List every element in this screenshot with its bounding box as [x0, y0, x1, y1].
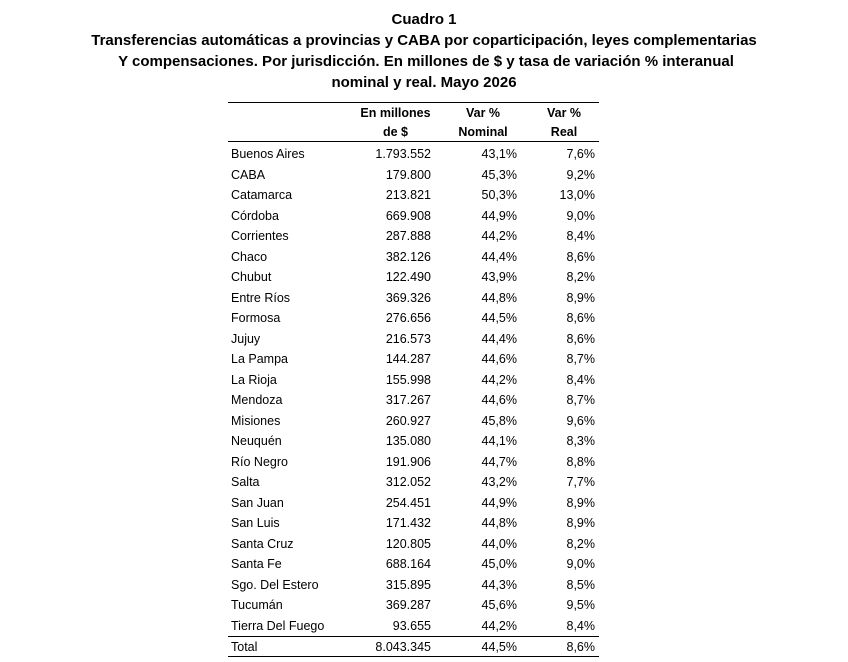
var-nominal: 44,3%	[481, 577, 517, 592]
value-millones: 369.287	[385, 598, 431, 613]
value-millones: 191.906	[385, 454, 431, 469]
header-var-nominal: Var %	[465, 105, 501, 120]
jurisdiction-name: Buenos Aires	[231, 147, 305, 162]
var-real: 8,9%	[566, 495, 595, 510]
value-millones: 171.432	[385, 516, 431, 531]
var-real: 9,5%	[566, 598, 595, 613]
value-millones: 369.326	[385, 290, 431, 305]
var-real: 8,2%	[566, 536, 595, 551]
table-row	[228, 390, 599, 411]
var-real: 9,6%	[566, 413, 595, 428]
table-row	[228, 349, 599, 370]
table-row	[228, 411, 599, 432]
var-real: 8,2%	[566, 270, 595, 285]
table-bottom-rule	[228, 656, 599, 657]
jurisdiction-name: San Luis	[231, 516, 280, 531]
jurisdiction-name: Corrientes	[231, 229, 289, 244]
var-nominal: 45,8%	[481, 413, 517, 428]
jurisdiction-name: Chubut	[231, 270, 272, 285]
value-millones: 120.805	[385, 536, 431, 551]
value-millones: 122.490	[385, 270, 431, 285]
jurisdiction-name: CABA	[231, 167, 266, 182]
var-nominal: 44,5%	[481, 311, 517, 326]
table-row	[228, 595, 599, 616]
jurisdiction-name: Córdoba	[231, 208, 279, 223]
header-nominal-label: Nominal	[458, 124, 508, 139]
jurisdiction-name: Jujuy	[231, 331, 261, 346]
var-real: 8,7%	[566, 393, 595, 408]
var-nominal: 45,3%	[481, 167, 517, 182]
var-real: 8,3%	[566, 434, 595, 449]
table-row	[228, 616, 599, 637]
table-row	[228, 370, 599, 391]
var-real: 7,6%	[566, 147, 595, 162]
table-row	[228, 308, 599, 329]
value-millones: 382.126	[385, 249, 431, 264]
var-real: 9,0%	[566, 557, 595, 572]
table-row	[228, 226, 599, 247]
jurisdiction-name: Tucumán	[231, 598, 283, 613]
table-header-row-1	[228, 103, 599, 122]
var-real: 9,0%	[566, 208, 595, 223]
value-millones: 312.052	[385, 475, 431, 490]
jurisdiction-name: Entre Ríos	[231, 290, 291, 305]
jurisdiction-name: Chaco	[231, 249, 268, 264]
title-description-line-1: Transferencias automáticas a provincias y CABA por coparticipación, leyes complementarias	[91, 32, 757, 49]
table-row	[228, 288, 599, 309]
var-real: 7,7%	[566, 475, 595, 490]
header-real-label: Real	[550, 124, 578, 139]
jurisdiction-name: Santa Cruz	[231, 536, 294, 551]
value-millones: 688.164	[385, 557, 431, 572]
table-row	[228, 329, 599, 350]
table-row	[228, 185, 599, 206]
jurisdiction-name: Misiones	[231, 413, 281, 428]
value-millones: 179.800	[385, 167, 431, 182]
var-nominal: 43,1%	[481, 147, 517, 162]
var-real: 8,6%	[566, 311, 595, 326]
header-millones-unit: de $	[382, 124, 408, 139]
table-row	[228, 431, 599, 452]
var-nominal: 45,6%	[481, 598, 517, 613]
var-nominal: 45,0%	[481, 557, 517, 572]
title-cuadro: Cuadro 1	[391, 11, 457, 28]
table-row	[228, 575, 599, 596]
total-var-real: 8,6%	[566, 639, 595, 654]
var-nominal: 50,3%	[481, 188, 517, 203]
var-nominal: 44,9%	[481, 208, 517, 223]
var-real: 9,2%	[566, 167, 595, 182]
value-millones: 287.888	[385, 229, 431, 244]
jurisdiction-name: Sgo. Del Estero	[231, 577, 319, 592]
var-nominal: 44,2%	[481, 372, 517, 387]
table-row	[228, 513, 599, 534]
value-millones: 155.998	[385, 372, 431, 387]
value-millones: 1.793.552	[375, 147, 431, 162]
var-nominal: 44,8%	[481, 516, 517, 531]
var-nominal: 44,4%	[481, 249, 517, 264]
total-row	[228, 637, 599, 656]
header-millones: En millones	[360, 105, 431, 120]
var-nominal: 44,2%	[481, 229, 517, 244]
var-real: 13,0%	[559, 188, 595, 203]
header-var-real: Var %	[546, 105, 582, 120]
table-row	[228, 144, 599, 165]
jurisdiction-name: Mendoza	[231, 393, 283, 408]
table-row	[228, 247, 599, 268]
var-real: 8,7%	[566, 352, 595, 367]
var-real: 8,5%	[566, 577, 595, 592]
value-millones: 276.656	[385, 311, 431, 326]
total-var-nominal: 44,5%	[481, 639, 517, 654]
var-nominal: 44,4%	[481, 331, 517, 346]
var-real: 8,4%	[566, 372, 595, 387]
table-row	[228, 267, 599, 288]
jurisdiction-name: Salta	[231, 475, 260, 490]
value-millones: 216.573	[385, 331, 431, 346]
value-millones: 254.451	[385, 495, 431, 510]
jurisdiction-name: Catamarca	[231, 188, 293, 203]
value-millones: 135.080	[385, 434, 431, 449]
var-nominal: 44,1%	[481, 434, 517, 449]
jurisdiction-name: Río Negro	[231, 454, 288, 469]
value-millones: 315.895	[385, 577, 431, 592]
value-millones: 260.927	[385, 413, 431, 428]
value-millones: 669.908	[385, 208, 431, 223]
var-real: 8,9%	[566, 516, 595, 531]
var-nominal: 44,6%	[481, 393, 517, 408]
table-row	[228, 472, 599, 493]
var-real: 8,6%	[566, 331, 595, 346]
value-millones: 213.821	[385, 188, 431, 203]
var-nominal: 44,2%	[481, 618, 517, 633]
jurisdiction-name: Santa Fe	[231, 557, 282, 572]
table-title	[0, 9, 848, 93]
table-body	[228, 142, 599, 636]
value-millones: 144.287	[385, 352, 431, 367]
table-row	[228, 165, 599, 186]
var-nominal: 44,0%	[481, 536, 517, 551]
table-row	[228, 554, 599, 575]
total-millones: 8.043.345	[375, 639, 431, 654]
var-nominal: 44,8%	[481, 290, 517, 305]
jurisdiction-name: Formosa	[231, 311, 281, 326]
total-label: Total	[231, 639, 258, 654]
var-nominal: 43,9%	[481, 270, 517, 285]
var-nominal: 44,9%	[481, 495, 517, 510]
jurisdiction-name: La Pampa	[231, 352, 288, 367]
table-row	[228, 493, 599, 514]
var-real: 8,4%	[566, 618, 595, 633]
title-description-line-3: nominal y real. Mayo 2026	[331, 74, 517, 91]
var-real: 8,6%	[566, 249, 595, 264]
table-row	[228, 452, 599, 473]
jurisdiction-name: Neuquén	[231, 434, 282, 449]
var-real: 8,8%	[566, 454, 595, 469]
jurisdiction-name: Tierra Del Fuego	[231, 618, 325, 633]
jurisdiction-name: La Rioja	[231, 372, 277, 387]
jurisdiction-name: San Juan	[231, 495, 284, 510]
var-nominal: 44,7%	[481, 454, 517, 469]
var-real: 8,9%	[566, 290, 595, 305]
title-description-line-2: Y compensaciones. Por jurisdicción. En millones de $ y tasa de variación % interanual	[118, 53, 734, 70]
table-row	[228, 206, 599, 227]
table-header-row-2	[228, 122, 599, 141]
value-millones: 317.267	[385, 393, 431, 408]
var-real: 8,4%	[566, 229, 595, 244]
var-nominal: 44,6%	[481, 352, 517, 367]
value-millones: 93.655	[392, 618, 431, 633]
transfers-table	[228, 102, 599, 657]
var-nominal: 43,2%	[481, 475, 517, 490]
table-row	[228, 534, 599, 555]
